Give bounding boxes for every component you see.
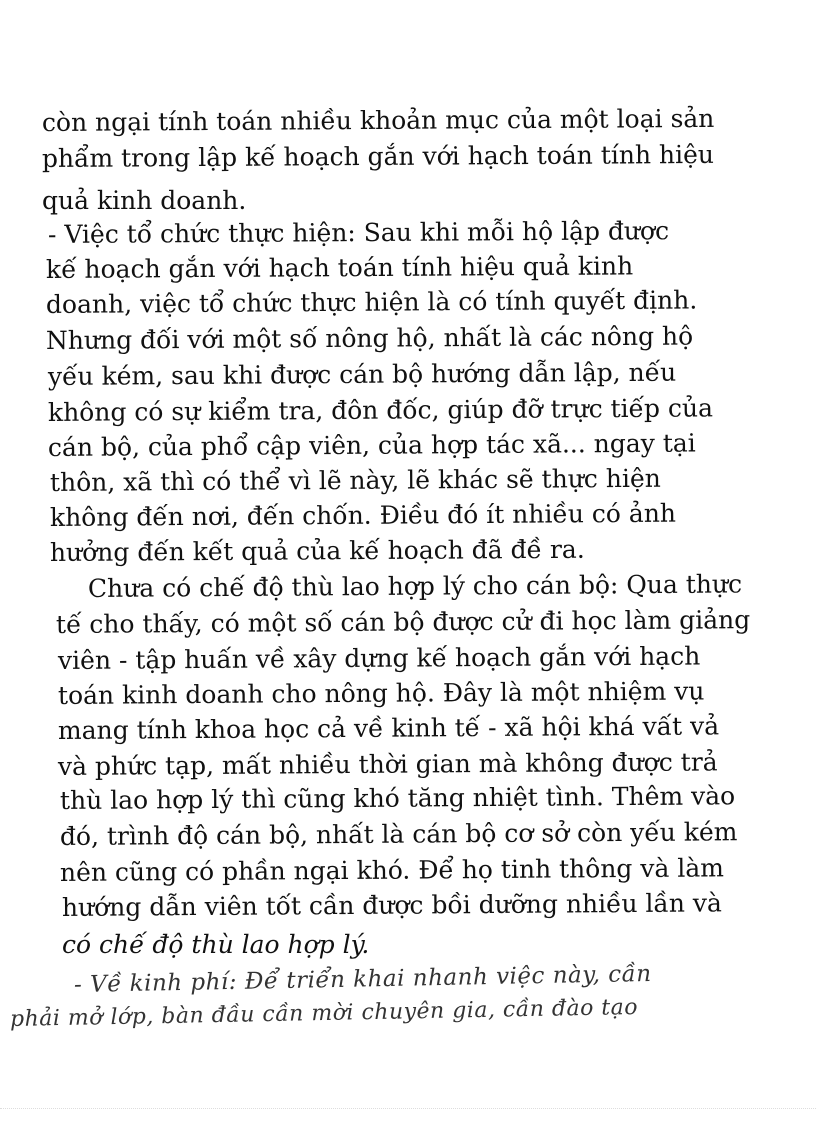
text-line: hướng dẫn viên tốt cần được bồi dưỡng nhiều lần và bbox=[61, 888, 723, 922]
text-line: yếu kém, sau khi được cán bộ hướng dẫn lập, nếu bbox=[47, 357, 677, 391]
text-line: viên - tập huấn về xây dựng kế hoạch gắn với hạch bbox=[57, 641, 701, 675]
text-line: quả kinh doanh. bbox=[42, 186, 247, 215]
text-line: thôn, xã thì có thể vì lẽ này, lẽ khác sẽ thực hiện bbox=[49, 463, 661, 497]
text-line: có chế độ thù lao hợp lý. bbox=[62, 930, 370, 959]
text-line: còn ngại tính toán nhiều khoản mục của một loại sản bbox=[41, 103, 715, 137]
text-line: phẩm trong lập kế hoạch gắn với hạch toán tính hiệu bbox=[41, 139, 715, 173]
scan-edge-artifact bbox=[0, 1108, 816, 1110]
text-line: Nhưng đối với một số nông hộ, nhất là các nông hộ bbox=[45, 321, 694, 355]
text-line: mang tính khoa học cả về kinh tế - xã hội khá vất vả bbox=[57, 711, 720, 745]
text-line: doanh, việc tổ chức thực hiện là có tính quyết định. bbox=[45, 285, 698, 319]
text-line: đó, trình độ cán bộ, nhất là cán bộ cơ sở còn yếu kém bbox=[59, 817, 738, 851]
text-line: nên cũng có phần ngại khó. Để họ tinh thông và làm bbox=[59, 853, 724, 887]
text-line: tế cho thấy, có một số cán bộ được cử đi học làm giảng bbox=[55, 605, 751, 639]
text-line: - Việc tổ chức thực hiện: Sau khi mỗi hộ lập được bbox=[47, 216, 670, 249]
text-line: thù lao hợp lý thì cũng khó tăng nhiệt tình. Thêm vào bbox=[59, 781, 736, 815]
text-line: cán bộ, của phổ cập viên, của hợp tác xã... ngay tại bbox=[47, 428, 696, 462]
text-line: toán kinh doanh cho nông hộ. Đây là một nhiệm vụ bbox=[57, 676, 705, 710]
text-line: Chưa có chế độ thù lao hợp lý cho cán bộ: Qua thực bbox=[87, 569, 743, 603]
text-line: hưởng đến kết quả của kế hoạch đã đề ra. bbox=[49, 534, 585, 567]
smeared-text-line: - Về kinh phí: Để triển khai nhanh việc này, cần bbox=[73, 960, 652, 998]
text-line: không đến nơi, đến chốn. Điều đó ít nhiều có ảnh bbox=[49, 498, 677, 532]
text-line: kế hoạch gắn với hạch toán tính hiệu quả kinh bbox=[45, 251, 634, 284]
smeared-text-line: phải mở lớp, bàn đầu cần mời chuyên gia, cần đào tạo bbox=[9, 994, 639, 1032]
text-line: và phức tạp, mất nhiều thời gian mà không được trả bbox=[57, 747, 718, 781]
text-line: không có sự kiểm tra, đôn đốc, giúp đỡ trực tiếp của bbox=[47, 393, 714, 427]
